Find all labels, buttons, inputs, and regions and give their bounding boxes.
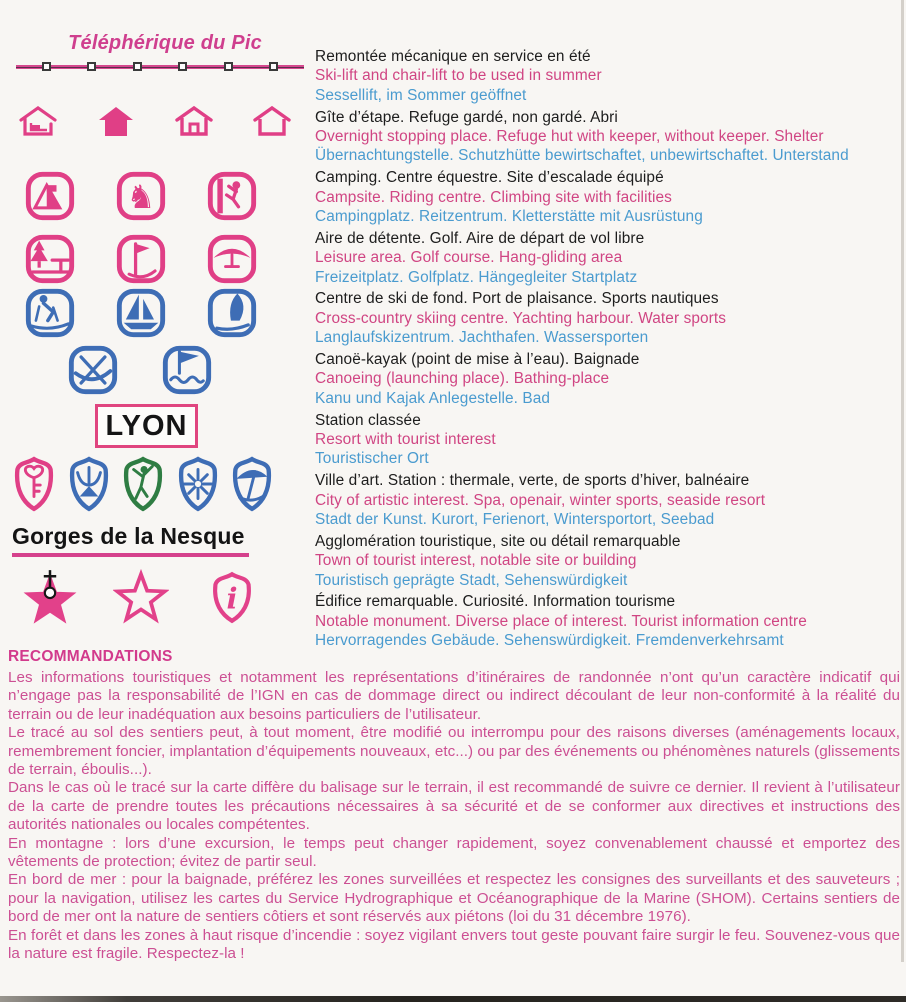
legend-line-de: Kanu und Kajak Anlegestelle. Bad — [315, 389, 551, 407]
legend-line-en: Leisure area. Golf course. Hang-gliding area — [315, 249, 623, 267]
recommendations-paragraph: En bord de mer : pour la baignade, préférez les zones surveillées et respectez les consignes des surveillants et des sauveteurs ; pour la navigation, utilisez les cartes du Service Hydrographique et Océanographique de la Marine (SHOM). Certains sentiers de bord de mer ont la nature de sentiers côtiers et sont réservés aux piétons (loi du 31 décembre 1976). — [8, 871, 900, 926]
water-sports-icon — [206, 287, 258, 339]
legend-line-fr: Aire de détente. Golf. Aire de départ de vol libre — [315, 229, 645, 247]
hang-gliding-icon — [206, 233, 258, 285]
svg-text:i: i — [226, 581, 238, 616]
legend-line-de: Freizeitplatz. Golfplatz. Hängegleiter Startplatz — [315, 268, 638, 286]
legend-group — [315, 532, 901, 590]
legend-line-de: Übernachtungstelle. Schutzhütte bewirtschaftet, unbewirtschaftet. Unterstand — [315, 147, 849, 165]
picto-row-ski-nautic — [24, 287, 258, 339]
legend-group — [315, 229, 901, 287]
legend-line-de: Touristisch geprägte Stadt, Sehenswürdigkeit — [315, 571, 628, 589]
recommendations-paragraph: Le tracé au sol des sentiers peut, à tout moment, être modifié ou interrompu pour des raisons diverses (aménagements locaux, remembrement foncier, implantation d’équipements nouveaux, etc...) ou par des événements ou phénomènes naturels (glissements de terrain, éboulis...). — [8, 724, 900, 779]
site-name-gorges: Gorges de la Nesque — [12, 523, 249, 557]
climbing-icon — [206, 170, 258, 222]
legend-line-en: Town of tourist interest, notable site or building — [315, 552, 637, 570]
recommendations-paragraph: Les informations touristiques et notamment les représentations d’itinéraires de randonnée n’ont qu’un caractère indicatif qui n’engage pas la responsabilité de l’IGN en cas de dommage direct ou indirect découlant de leur non-conformité à la réalité du terrain ou de leur inadéquation aux besoins particuliers de l’utilisateur. — [8, 669, 900, 723]
station-verte-icon — [117, 456, 169, 512]
legend-line-fr: Station classée — [315, 411, 421, 429]
legend-line-fr: Centre de ski de fond. Port de plaisance. Sports nautiques — [315, 290, 719, 308]
legend-group — [315, 350, 901, 408]
canoe-kayak-icon — [67, 344, 119, 396]
marks-row — [22, 568, 260, 626]
pylon-square-icon — [87, 62, 96, 71]
legend-line-en: Cross-country skiing centre. Yachting harbour. Water sports — [315, 309, 727, 327]
golf-icon — [115, 233, 167, 285]
recommendations-paragraph: En montagne : lors d’une excursion, le temps peut changer rapidement, soyez convenablement chaussé et emportez des vêtements de protection; évitez de partir seul. — [8, 834, 900, 871]
recommendations-section — [8, 648, 900, 964]
town-name-lyon: LYON — [105, 409, 188, 442]
gite-etape-icon — [18, 104, 58, 140]
svg-text:♞: ♞ — [126, 177, 156, 216]
legend-group — [315, 47, 901, 105]
legend-group — [315, 592, 901, 650]
legend-line-en: Campsite. Riding centre. Climbing site with facilities — [315, 188, 672, 206]
legend-group — [315, 168, 901, 226]
cableway-title: Téléphérique du Pic — [68, 32, 262, 54]
legend-group — [315, 289, 901, 347]
legend-line-en: Notable monument. Diverse place of interest. Tourist information centre — [315, 612, 807, 630]
legend-line-de: Hervorragendes Gebäude. Sehenswürdigkeit. Fremdenverkehrsamt — [315, 632, 784, 650]
bathing-icon — [161, 344, 213, 396]
picto-row-canoe-bathing — [67, 344, 213, 396]
camping-icon — [24, 170, 76, 222]
legend-line-fr: Camping. Centre équestre. Site d’escalade équipé — [315, 169, 664, 187]
sports-hiver-snowflake-icon — [172, 456, 224, 512]
legend-line-fr: Agglomération touristique, site ou détail remarquable — [315, 532, 681, 550]
tourist-info-icon — [204, 568, 260, 626]
legend-line-fr: Canoë-kayak (point de mise à l’eau). Baignade — [315, 351, 640, 369]
legend-line-fr: Édifice remarquable. Curiosité. Information tourisme — [315, 593, 676, 611]
yachting-harbour-icon — [115, 287, 167, 339]
recommendations-paragraph: Dans le cas où le tracé sur la carte diffère du balisage sur le terrain, il est recommandé de suivre ce dernier. Il revient à l’utilisateur de la carte de prendre toutes les précautions nécessaires à sa sécurité et de se conformer aux directives et instructions des autorités nationales ou locales compétentes. — [8, 779, 900, 834]
recommendations-paragraph: En forêt et dans les zones à haut risque d’incendie : soyez vigilant envers tout geste pouvant faire surgir le feu. Souvenez-vous que la nature est fragile. Respectez-la ! — [8, 926, 900, 963]
legend-line-fr: Remontée mécanique en service en été — [315, 48, 591, 65]
leisure-area-icon — [24, 233, 76, 285]
legend-line-en: City of artistic interest. Spa, openair, winter sports, seaside resort — [315, 491, 766, 509]
legend-line-fr: Ville d’art. Station : thermale, verte, de sports d’hiver, balnéaire — [315, 472, 750, 490]
abri-icon — [252, 104, 292, 140]
pylon-square-icon — [133, 62, 142, 71]
open-star-icon — [113, 568, 169, 626]
legend-group — [315, 471, 901, 529]
cross-country-ski-icon — [24, 287, 76, 339]
station-shields-row — [8, 456, 278, 512]
balneaire-parasol-icon — [226, 456, 278, 512]
refuge-garde-icon — [96, 104, 136, 140]
picto-row-camping — [24, 170, 258, 222]
legend-line-en: Overnight stopping place. Refuge hut with keeper, without keeper. Shelter — [315, 128, 824, 146]
legend-line-de: Stadt der Kunst. Kurort, Ferienort, Wintersportort, Seebad — [315, 511, 715, 529]
legend-line-en: Resort with tourist interest — [315, 431, 496, 449]
classified-resort-town-box — [95, 404, 198, 448]
legend-line-en: Canoeing (launching place). Bathing-place — [315, 370, 610, 388]
legend-line-de: Campingplatz. Reitzentrum. Kletterstätte mit Ausrüstung — [315, 208, 703, 226]
legend-line-de: Sessellift, im Sommer geöffnet — [315, 86, 527, 104]
recommendations-heading: RECOMMANDATIONS — [8, 648, 173, 665]
pylon-square-icon — [42, 62, 51, 71]
refuge-non-garde-icon — [174, 104, 214, 140]
pylon-square-icon — [178, 62, 187, 71]
riding-centre-icon — [115, 170, 167, 222]
legend-line-en: Ski-lift and chair-lift to be used in summer — [315, 67, 602, 85]
legend-text-column — [315, 47, 901, 653]
cable-pylons — [16, 61, 304, 71]
legend-group — [315, 411, 901, 469]
legend-line-fr: Gîte d’étape. Refuge gardé, non gardé. Abri — [315, 108, 618, 126]
pylon-square-icon — [269, 62, 278, 71]
ville-art-key-icon — [8, 456, 60, 512]
picto-row-leisure — [24, 233, 258, 285]
cable-car-line-icon — [16, 61, 304, 73]
church-star-icon — [22, 568, 78, 626]
legend-line-de: Touristischer Ort — [315, 450, 429, 468]
station-thermale-icon — [63, 456, 115, 512]
page-bottom-edge — [0, 996, 906, 1002]
pylon-square-icon — [224, 62, 233, 71]
legend-group — [315, 108, 901, 166]
houses-row — [18, 104, 292, 140]
legend-line-de: Langlaufskizentrum. Jachthafen. Wassersporten — [315, 329, 649, 347]
